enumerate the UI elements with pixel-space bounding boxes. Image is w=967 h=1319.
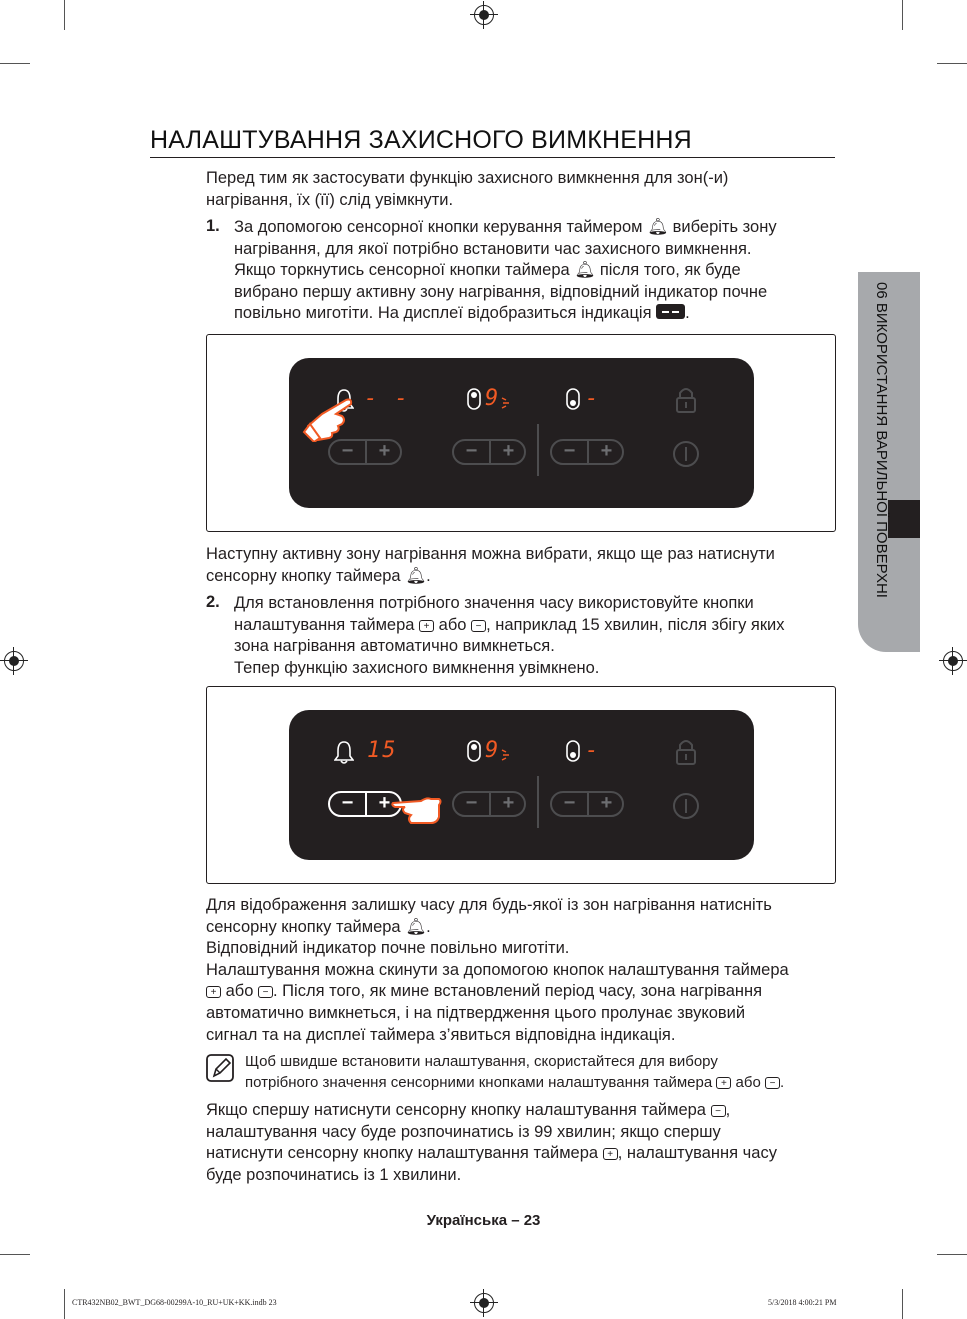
step-number: 2. — [206, 593, 220, 611]
dash-display-icon — [656, 304, 685, 319]
bell-icon: 🔔︎ — [405, 566, 427, 585]
page-number: Українська – 23 — [426, 1212, 541, 1229]
lock-icon — [675, 738, 697, 766]
minus-button: − — [465, 440, 478, 462]
chapter-tab-label: 06 ВИКОРИСТАННЯ ВАРИЛЬНОЇ ПОВЕРХНІ — [873, 282, 890, 598]
zone-indicator-icon — [467, 388, 481, 410]
bell-icon: 🔔︎ — [574, 261, 596, 280]
timer-display: - - — [364, 386, 410, 411]
registration-mark-icon — [4, 651, 24, 671]
crop-mark — [64, 0, 65, 30]
zone2-adjust-buttons[interactable] — [550, 791, 624, 817]
step2-text: Для встановлення потрібного значення часу використовуйте кнопки налаштування таймера + або − , наприклад 15 хвилин, після збігу яких зона нагрівання автоматично вимкнеться. Тепер функцію захисного вимкнення увімкнено. — [234, 594, 785, 677]
bell-icon — [334, 740, 354, 764]
plus-button: + — [378, 792, 391, 814]
panel-divider — [537, 424, 539, 476]
bell-icon: 🔔︎ — [647, 218, 669, 236]
power-icon[interactable] — [672, 792, 700, 820]
plus-button: + — [502, 440, 515, 462]
panel-divider — [537, 776, 539, 828]
zone-indicator-icon — [467, 740, 481, 762]
chapter-tab-marker — [888, 500, 920, 538]
zone-indicator-icon — [566, 740, 580, 762]
plus-key-icon: + — [603, 1148, 618, 1160]
zone2-adjust-buttons[interactable] — [550, 439, 624, 465]
minus-key-icon: − — [765, 1077, 780, 1089]
blink-icon — [501, 748, 511, 762]
crop-mark — [0, 63, 30, 64]
crop-mark — [64, 1289, 65, 1319]
plus-key-icon: + — [419, 620, 434, 632]
minus-button: − — [563, 440, 576, 462]
zone1-display: 9 — [485, 738, 501, 763]
plus-key-icon: + — [716, 1077, 731, 1089]
illustration-box — [206, 334, 836, 532]
plus-button: + — [600, 792, 613, 814]
power-icon[interactable] — [672, 440, 700, 468]
crop-mark — [0, 1254, 30, 1255]
bell-icon: 🔔︎ — [405, 917, 427, 936]
zone2-display: - — [585, 738, 601, 763]
minus-button: − — [341, 792, 354, 814]
registration-mark-icon — [474, 5, 494, 25]
step-number: 1. — [206, 217, 220, 235]
zone2-display: - — [585, 386, 601, 411]
pointing-hand-icon — [391, 793, 443, 825]
crop-mark — [937, 63, 967, 64]
next-zone-text: Наступну активну зону нагрівання можна вибрати, якщо ще раз натиснути сенсорну кнопку таймера 🔔︎. — [206, 545, 775, 585]
pointing-hand-icon — [302, 396, 358, 442]
plus-key-icon: + — [206, 986, 221, 998]
plus-button: + — [378, 440, 391, 462]
blink-icon — [501, 396, 511, 410]
crop-mark — [937, 1254, 967, 1255]
minus-button: − — [465, 792, 478, 814]
cooktop-control-panel — [289, 710, 754, 860]
print-timestamp: 5/3/2018 4:00:21 PM — [768, 1298, 837, 1307]
remaining-time-text: Для відображення залишку часу для будь-якої із зон нагрівання натисніть сенсорну кнопку таймера 🔔︎. Відповідний індикатор почне повільно миготіти. Налаштування можна скинути за допомогою кнопок налаштування таймера + або − . Після того, як мине встановлений період часу, зона нагрівання автоматично вимкнеться, і на підтвердження цього пролунає звуковий сигнал та на дисплеї таймера з’явиться відповідна індикація. — [206, 896, 789, 1044]
note-pencil-icon — [206, 1054, 234, 1082]
lock-icon — [675, 386, 697, 414]
zone-indicator-icon — [566, 388, 580, 410]
start-value-text: Якщо спершу натиснути сенсорну кнопку налаштування таймера − , налаштування часу буде розпочинатись із 99 хвилин; якщо спершу натиснути сенсорну кнопку налаштування таймера + , налаштування часу буде розпочинатись із 1 хвилини. — [206, 1101, 777, 1184]
plus-button: + — [502, 792, 515, 814]
minus-key-icon: − — [471, 620, 486, 632]
cooktop-control-panel — [289, 358, 754, 508]
crop-mark — [902, 1289, 903, 1319]
title-rule — [150, 157, 835, 158]
intro-text: Перед тим як застосувати функцію захисного вимкнення для зон(-и) нагрівання, їх (її) слід увімкнути. — [206, 169, 729, 209]
print-file-info: CTR432NB02_BWT_DG68-00299A-10_RU+UK+KK.indb 23 — [72, 1298, 277, 1307]
note-text: Щоб швидше встановити налаштування, скористайтеся для вибору потрібного значення сенсорними кнопками налаштування таймера + або − . — [245, 1053, 785, 1091]
minus-key-icon: − — [258, 986, 273, 998]
crop-mark — [902, 0, 903, 30]
timer-display: 15 — [367, 738, 398, 763]
minus-button: − — [563, 792, 576, 814]
zone1-adjust-buttons[interactable] — [452, 439, 526, 465]
minus-button: − — [341, 440, 354, 462]
plus-button: + — [600, 440, 613, 462]
step1-text: За допомогою сенсорної кнопки керування таймером 🔔︎ виберіть зону нагрівання, для якої потрібно встановити час захисного вимкнення. Якщо торкнутись сенсорної кнопки таймера 🔔︎ після того, як буде вибрано першу активну зону нагрівання, відповідний індикатор почне повільно миготіти. На дисплеї відобразиться індикація . — [234, 218, 777, 323]
page-title: НАЛАШТУВАННЯ ЗАХИСНОГО ВИМКНЕННЯ — [150, 126, 692, 154]
registration-mark-icon — [943, 651, 963, 671]
timer-adjust-buttons[interactable] — [328, 439, 402, 465]
illustration-box — [206, 686, 836, 884]
minus-key-icon: − — [711, 1105, 726, 1117]
zone1-adjust-buttons[interactable] — [452, 791, 526, 817]
zone1-display: 9 — [485, 386, 501, 411]
registration-mark-icon — [474, 1293, 494, 1313]
